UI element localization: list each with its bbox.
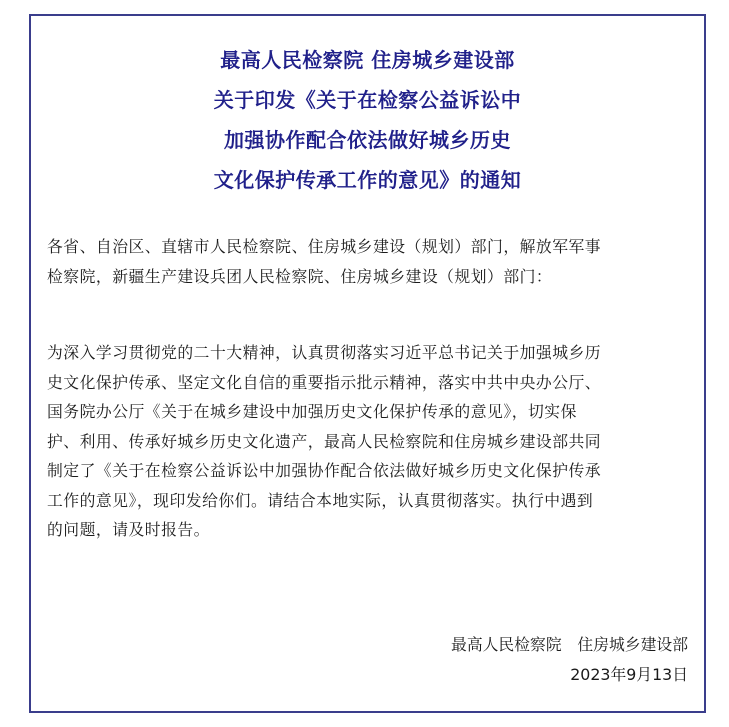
title-line: 关于印发《关于在检察公益诉讼中 <box>213 88 522 112</box>
addressee-line: 检察院，新疆生产建设兵团人民检察院、住房城乡建设（规划）部门： <box>47 266 553 286</box>
title-line: 最高人民检察院 住房城乡建设部 <box>220 48 515 72</box>
addressee-line: 各省、自治区、直辖市人民检察院、住房城乡建设（规划）部门，解放军军事 <box>47 237 602 256</box>
body-line: 国务院办公厅《关于在城乡建设中加强历史文化保护传承的意见》，切实保 <box>47 402 577 421</box>
body-line: 护、利用、传承好城乡历史文化遗产，最高人民检察院和住房城乡建设部共同 <box>47 431 602 451</box>
body-line: 的问题，请及时报告。 <box>47 520 210 539</box>
title-line: 文化保护传承工作的意见》的通知 <box>213 168 522 192</box>
signature-block <box>451 630 688 690</box>
notice-frame <box>29 14 706 713</box>
title-line: 加强协作配合依法做好城乡历史 <box>224 128 511 152</box>
body-paragraph <box>47 338 697 545</box>
notice-title <box>31 40 704 200</box>
body-line: 为深入学习贯彻党的二十大精神，认真贯彻落实习近平总书记关于加强城乡历 <box>47 343 602 362</box>
body-line: 工作的意见》，现印发给你们。请结合本地实际，认真贯彻落实。执行中遇到 <box>47 490 594 510</box>
body-line: 史文化保护传承、坚定文化自信的重要指示批示精神，落实中共中央办公厅、 <box>47 372 602 392</box>
signature-date: 2023年9月13日 <box>570 665 688 684</box>
body-line: 制定了《关于在检察公益诉讼中加强协作配合依法做好城乡历史文化保护传承 <box>47 461 602 480</box>
signature-issuers: 最高人民检察院 住房城乡建设部 <box>451 635 688 654</box>
addressee-paragraph <box>47 232 697 291</box>
